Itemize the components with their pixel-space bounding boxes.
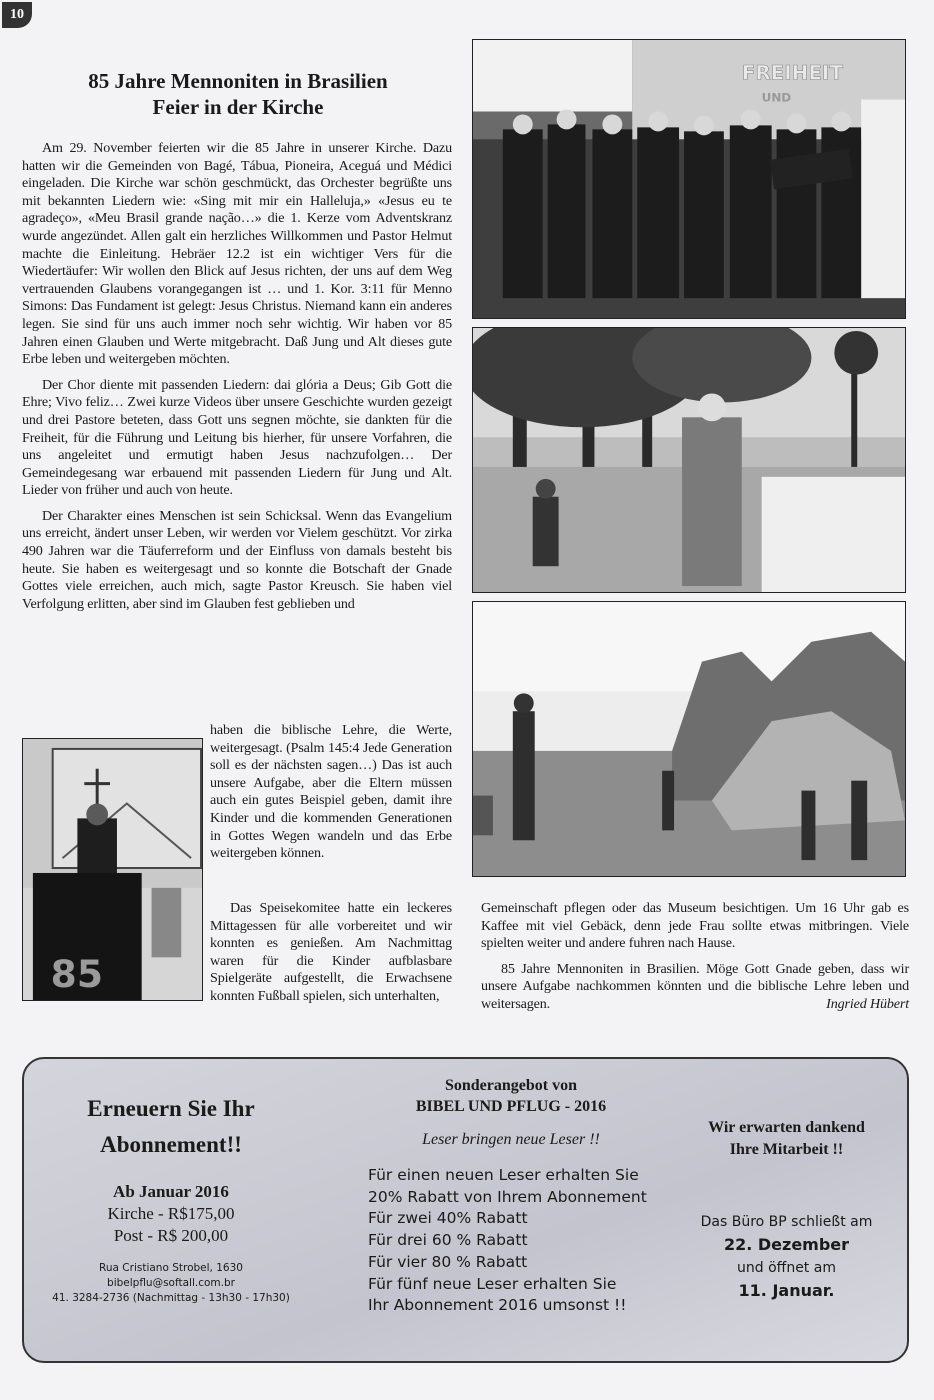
office-closing-text: Das Büro BP schließt am — [700, 1214, 873, 1230]
article-column-right — [481, 900, 909, 1022]
paragraph-4: Das Speisekomitee hatte ein leckeres Mittagessen für alle vorbereitet und wir konnten es genießen. Am Nachmittag waren für die Kinder aufblasbare Spielgeräte aufgestellt, die Erwachsene konnten Fußball spielen, sich unterhalten, — [210, 900, 452, 1004]
office-opening-date: 11. Januar. — [738, 1281, 835, 1300]
title-line-2: Feier in der Kirche — [152, 95, 324, 119]
price-church: Kirche - R$175,00 — [107, 1204, 235, 1223]
thanks-line-1: Wir erwarten dankend — [708, 1119, 865, 1136]
offer-line: Für einen neuen Leser erhalten Sie — [368, 1166, 639, 1184]
choir-photo — [472, 39, 906, 319]
price-from: Ab Januar 2016 — [113, 1182, 229, 1201]
choir-banner-text-2: UND — [761, 90, 792, 105]
podium-number: 85 — [50, 952, 103, 997]
paragraph-3-continued: haben die biblische Lehre, die Werte, weitergesagt. (Psalm 145:4 Jede Generation soll es der nächsten sagen…) Das ist auch unsere Aufgabe, aber die Eltern müssen auch ein gutes Beispiel geben, damit ihre Kinder und die kommenden Generationen in Gottes Wegen wandeln und das Erbe weitergeben können. — [210, 722, 452, 862]
article-column-left — [22, 140, 452, 613]
paragraph-2: Der Chor diente mit passenden Liedern: dai glória a Deus; Gib Gott die Ehre; Vivo feliz… Zwei kurze Videos über unsere Geschichte wurden gezeigt und drei Pastore beteten, dass Gott uns segnen möchte, sie dankten für die Freiheit, für die Führung und Leitung bis hierher, für unsere Vorfahren, die uns angeleitet und ermutigt haben Jesus nachzufolgen… Der Gemeindegesang war erbauend mit passenden Liedern für Jung und Alt. Lieder von früher und auch von heute. — [22, 376, 452, 499]
title-line-1: 85 Jahre Mennoniten in Brasilien — [88, 69, 388, 93]
ad-middle-column — [354, 1075, 668, 1317]
author-signature: Ingried Hübert — [826, 995, 909, 1012]
paragraph-4-continued: Gemeinschaft pflegen oder das Museum besichtigen. Um 16 Uhr gab es Kaffee mit viel Gebäck, denn jede Frau sollte etwas mitbringen. Viele spielten weiter und andere fuhren nach Hause. — [481, 900, 909, 952]
offer-line: Für fünf neue Leser erhalten Sie — [368, 1274, 617, 1293]
office-closing-date: 22. Dezember — [723, 1235, 850, 1254]
offer-line: Für drei 60 % Rabatt — [368, 1231, 528, 1250]
podium-photo — [22, 738, 203, 1001]
offer-slogan: Leser bringen neue Leser !! — [422, 1131, 600, 1148]
renew-heading-1: Erneuern Sie Ihr — [87, 1096, 255, 1121]
office-phone: 41. 3284-2736 (Nachmittag - 13h30 - 17h30) — [52, 1292, 290, 1304]
closing-text: 85 Jahre Mennoniten in Brasilien. Möge Gott Gnade geben, dass wir unsere Aufgabe nachkommen könnten und die biblische Lehre leben und weitersagen. — [481, 960, 909, 1012]
article-column-wrap-2 — [210, 900, 452, 1014]
offer-line: 20% Rabatt von Ihrem Abonnement — [368, 1187, 647, 1206]
article-title — [24, 68, 452, 120]
offer-title-1: Sonderangebot von — [444, 1077, 578, 1094]
choir-banner-text-1: FREIHEIT — [741, 61, 843, 85]
paragraph-5 — [481, 961, 909, 1014]
offer-line: Ihr Abonnement 2016 umsonst !! — [368, 1296, 627, 1315]
paragraph-3: Der Charakter eines Menschen ist sein Schicksal. Wenn das Evangelium uns erreicht, ändert unser Leben, wir werden vor Vielem geschützt. Vor zirka 490 Jahren war die Täuferreform und der Einfluss von damals besteht bis heute. Sie haben es weitergesagt und so konnte die Botschaft der Gnade Gottes viele erreichen, auch mich, sagte Pastor Kreusch. Sie haben viel Verfolgung erlitten, aber sind im Glauben fest geblieben und — [22, 507, 452, 612]
offer-title-2: BIBEL UND PFLUG - 2016 — [415, 1098, 607, 1115]
office-email: bibelpflu@softall.com.br — [107, 1277, 235, 1289]
office-address: Rua Cristiano Strobel, 1630 — [99, 1262, 243, 1274]
outdoor-meal-photo — [472, 327, 906, 593]
thanks-line-2: Ihre Mitarbeit !! — [729, 1141, 844, 1158]
offer-line: Für zwei 40% Rabatt — [368, 1209, 528, 1228]
page-number: 10 — [2, 2, 32, 28]
ad-right-column — [674, 1117, 899, 1303]
offer-list — [354, 1165, 668, 1317]
inflatables-photo — [472, 601, 906, 877]
subscription-ad-box — [22, 1057, 909, 1363]
paragraph-1: Am 29. November feierten wir die 85 Jahre in unserer Kirche. Dazu hatten wir die Gemeinden von Bagé, Tábua, Pioneira, Aceguá und Médici eingeladen. Die Kirche war schön geschmückt, das Orchester begrüßte uns mit bekannten Liedern wie: «Sing mit mir ein Halleluja,» «Jesus eu te agradeço», «Meu Brasil grande nação…» die 1. Kerze vom Adventskranz wurde angezündet. Allen galt ein herzliches Willkommen und Pastor Helmut machte die Einleitung. Hebräer 12.2 ist ein wichtiger Vers für die Wiedertäufer: Wir wollen den Blick auf Jesus richten, der uns auf dem Weg vertrauenden Glaubens vorangegangen ist … und 1. Kor. 3:11 für Menno Simons: Das Fundament ist gelegt: Jesus Christus. Niemand kann ein anderes legen. Sie sind für uns auch immer noch sehr wichtig. Wir haben vor 85 Jahren einen Glauben und Werte mitgebracht. Daß Jung und Alt dieses gute Erbe leben und weitergeben möchten. — [22, 140, 452, 368]
price-post: Post - R$ 200,00 — [113, 1226, 229, 1245]
article-column-wrap — [210, 722, 452, 871]
ad-left-column — [40, 1091, 302, 1306]
office-opening-text: und öffnet am — [737, 1260, 836, 1276]
offer-line: Für vier 80 % Rabatt — [368, 1252, 528, 1271]
renew-heading-2: Abonnement!! — [100, 1132, 242, 1157]
